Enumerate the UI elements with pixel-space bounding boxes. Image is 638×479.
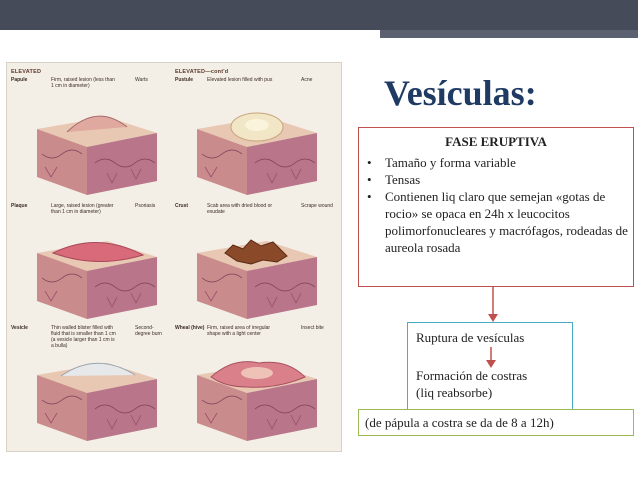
lesion-example: Second-degree burn — [135, 325, 162, 337]
vesicle-illustration — [27, 345, 167, 445]
lesion-name: Pustule — [175, 77, 194, 83]
lesion-name: Wheal (hive) — [175, 325, 205, 331]
right-column-header: ELEVATED—cont'd — [175, 69, 229, 75]
pustule-illustration — [187, 99, 327, 199]
duration-note: (de pápula a costra se da de 8 a 12h) — [365, 415, 554, 430]
arrow-down-icon — [484, 347, 498, 369]
slide-title: Vesículas: — [384, 73, 537, 113]
lesion-description: Elevated lesion filled with pus — [207, 77, 273, 83]
arrow-down-icon — [486, 287, 500, 323]
lesion-description: Thin walled blister filled with fluid that is smaller than 1 cm (a vesicle larger than 1 cm is a bulla) — [51, 325, 116, 349]
lesion-name: Plaque — [11, 203, 28, 209]
lesion-example: Acne — [301, 77, 313, 83]
lesion-name: Papule — [11, 77, 28, 83]
fase-bullet-list — [367, 154, 629, 256]
fase-title: FASE ERUPTIVA — [445, 134, 547, 149]
wheal-illustration — [187, 345, 327, 445]
costras-text: Formación de costras — [416, 368, 528, 383]
plaque-illustration — [27, 223, 167, 323]
lesion-name: Vesicle — [11, 325, 28, 331]
papule-illustration — [27, 99, 167, 199]
ruptura-text: Ruptura de vesículas — [416, 330, 525, 345]
fase-eruptiva-box — [358, 127, 634, 287]
bullet-item: • Tamaño y forma variable — [367, 154, 629, 171]
lesion-description: Scab area with dried blood or exudate — [207, 203, 273, 215]
lesion-example: Scrape wound — [301, 203, 333, 209]
left-column-header: ELEVATED — [11, 69, 42, 75]
lesion-example: Warts — [135, 77, 148, 83]
lesion-example: Psoriasis — [135, 203, 156, 209]
bullet-item: • Tensas — [367, 171, 629, 188]
lesion-description: Firm, raised lesion (less than 1 cm in diameter) — [51, 77, 115, 89]
lesion-description: Large, raised lesion (greater than 1 cm in diameter) — [51, 203, 114, 215]
top-bar — [0, 0, 638, 30]
lesion-name: Crust — [175, 203, 189, 209]
bullet-item: • Contienen liq claro que semejan «gotas de rocio» se opaca en 24h x leucocitos polimorfonucleares y macrófagos, rodeadas de aureola rosada — [367, 188, 629, 256]
crust-illustration — [187, 223, 327, 323]
top-bar-accent — [380, 30, 638, 38]
skin-lesion-figure — [6, 62, 342, 452]
lesion-example: Insect bite — [301, 325, 324, 331]
reabsorbe-text: (liq reabsorbe) — [416, 385, 493, 400]
lesion-description: Firm, raised area of irregular shape with a light center — [207, 325, 271, 337]
duration-note-box — [358, 409, 634, 436]
